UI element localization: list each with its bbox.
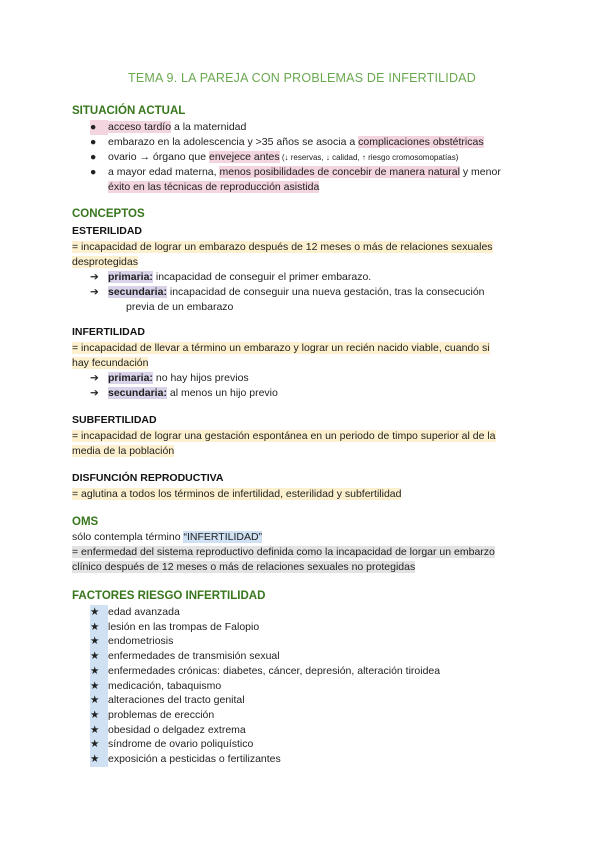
list-item: ➔ primaria: incapacidad de conseguir el primer embarazo. [90, 271, 372, 283]
highlight-text: éxito en las técnicas de reproducción asistida [108, 181, 320, 193]
text: embarazo en la adolescencia y >35 años se asocia a [108, 136, 359, 148]
bullet-icon: ● [90, 120, 108, 135]
definition-line: = incapacidad de llevar a término un embarazo y lograr un recién nacido viable, cuando si [72, 342, 490, 354]
list-item [90, 620, 259, 635]
text: (↓ reservas, ↓ calidad, ↑ riesgo cromosomopatías) [279, 153, 459, 162]
list-item [90, 752, 281, 767]
bullet-icon: ● [90, 166, 97, 178]
text: a mayor edad materna, [108, 166, 220, 178]
star-icon: ★ [90, 620, 108, 635]
section-heading-oms: OMS [72, 516, 99, 528]
list-item [90, 605, 180, 620]
arrow-icon: ➔ [90, 286, 99, 298]
bullet-icon: ● [90, 151, 97, 163]
text-line: sólo contempla término “INFERTILIDAD” [72, 531, 263, 543]
list-item [90, 737, 253, 752]
arrow-icon: ➔ [90, 271, 99, 283]
list-item [90, 165, 501, 180]
star-icon: ★ [90, 708, 108, 723]
label: secundaria: [108, 387, 167, 399]
definition-line: = incapacidad de lograr un embarazo después de 12 meses o más de relaciones sexuales [72, 241, 493, 253]
star-icon: ★ [90, 605, 108, 620]
list-item-continuation: previa de un embarazo [126, 301, 234, 313]
highlight-text: complicaciones obstétricas [358, 136, 484, 148]
star-icon: ★ [90, 679, 108, 694]
subheading-subfertilidad: SUBFERTILIDAD [72, 414, 157, 426]
subheading-esterilidad: ESTERILIDAD [72, 225, 143, 237]
arrow-icon: ➔ [90, 372, 99, 384]
highlight-text: envejece antes [208, 151, 280, 163]
list-item-text: endometriosis [108, 635, 174, 648]
list-item [90, 693, 245, 708]
page-title: TEMA 9. LA PAREJA CON PROBLEMAS DE INFERTILIDAD [128, 71, 476, 85]
highlight-text: menos posibilidades de concebir de manera natural [219, 166, 460, 178]
subheading-disfuncion: DISFUNCIÓN REPRODUCTIVA [72, 472, 224, 484]
list-item-text: edad avanzada [108, 606, 180, 618]
label: secundaria: [108, 286, 167, 298]
star-icon: ★ [90, 723, 108, 738]
list-item [90, 649, 280, 664]
list-item-text: síndrome de ovario poliquístico [108, 738, 254, 751]
list-item-text: lesión en las trompas de Falopio [108, 620, 260, 633]
highlight-text: acceso tardío [108, 121, 172, 133]
label: primaria: [108, 372, 153, 384]
list-item [90, 120, 246, 135]
definition-line: media de la población [72, 445, 175, 457]
bullet-icon: ● [90, 136, 97, 148]
list-item [90, 664, 440, 679]
label: primaria: [108, 271, 153, 283]
list-item-text: problemas de erección [108, 708, 215, 721]
section-heading-situacion: SITUACIÓN ACTUAL [72, 105, 186, 117]
list-item: ➔ secundaria: al menos un hijo previo [90, 387, 278, 399]
list-item-text: exposición a pesticidas o fertilizantes [108, 753, 281, 765]
definition-line: desprotegidas [72, 256, 138, 268]
text-line: clínico después de 12 meses o más de relaciones sexuales no protegidas [72, 561, 416, 573]
list-item-text: obesidad o delgadez extrema [108, 723, 246, 736]
definition-line: = aglutina a todos los términos de infertilidad, esterilidad y subfertilidad [72, 488, 402, 500]
text: y menor [459, 166, 501, 178]
list-item-text: enfermedades de transmisión sexual [108, 650, 280, 663]
star-icon: ★ [90, 649, 108, 664]
definition-line: = incapacidad de lograr una gestación espontánea en un periodo de timpo superior al de la [72, 430, 496, 442]
subheading-infertilidad: INFERTILIDAD [72, 326, 145, 338]
list-item [90, 634, 173, 649]
star-icon: ★ [90, 634, 108, 649]
list-item [90, 679, 221, 694]
list-item [90, 708, 214, 723]
star-icon: ★ [90, 664, 108, 679]
list-item: ➔ primaria: no hay hijos previos [90, 372, 249, 384]
list-item-text: medicación, tabaquismo [108, 679, 222, 692]
list-item [90, 135, 484, 150]
text: a la maternidad [171, 121, 247, 133]
list-item [90, 150, 458, 165]
list-item: ➔ secundaria: incapacidad de conseguir una nueva gestación, tras la consecución [90, 286, 485, 298]
section-heading-factores: FACTORES RIESGO INFERTILIDAD [72, 590, 266, 602]
star-icon: ★ [90, 737, 108, 752]
definition-line: hay fecundación [72, 357, 149, 369]
section-heading-conceptos: CONCEPTOS [72, 208, 145, 220]
star-icon: ★ [90, 752, 108, 767]
list-item-continuation [108, 180, 319, 195]
arrow-icon: ➔ [90, 387, 99, 399]
text-line: = enfermedad del sistema reproductivo definida como la incapacidad de lorgar un embarzo [72, 546, 495, 558]
list-item-text: enfermedades crónicas: diabetes, cáncer, depresión, alteración tiroidea [108, 664, 441, 677]
text: ovario → órgano que [108, 151, 209, 163]
list-item-text: alteraciones del tracto genital [108, 694, 245, 707]
star-icon: ★ [90, 693, 108, 708]
list-item [90, 723, 246, 738]
